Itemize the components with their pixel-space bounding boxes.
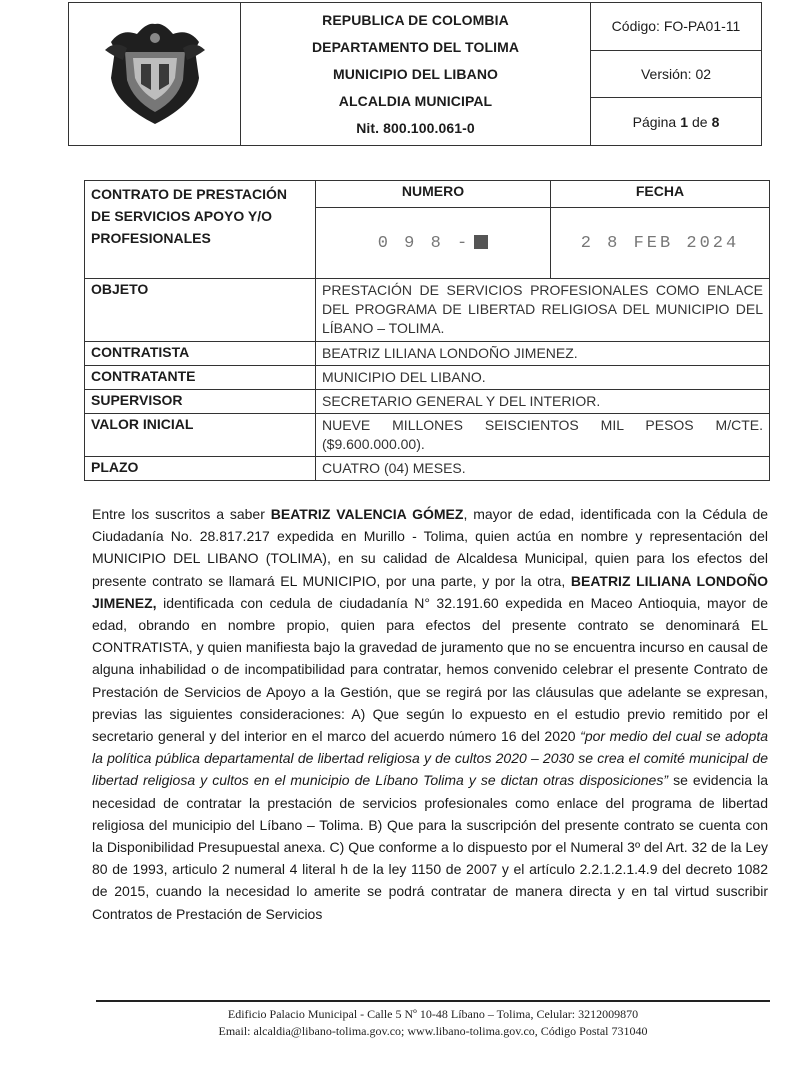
header-line-municipality: MUNICIPIO DEL LIBANO bbox=[332, 65, 499, 82]
fecha-label: FECHA bbox=[551, 181, 770, 208]
fecha-value: 2 8 FEB 2024 bbox=[551, 208, 770, 279]
header-line-office: ALCALDIA MUNICIPAL bbox=[338, 92, 493, 109]
contract-body-text bbox=[92, 503, 768, 925]
contract-summary-table bbox=[84, 180, 770, 481]
contract-title: CONTRATO DE PRESTACIÓN DE SERVICIOS APOYO Y/O PROFESIONALES bbox=[85, 181, 316, 279]
page-mid: de bbox=[692, 113, 708, 130]
valor-inicial-value: NUEVE MILLONES SEISCIENTOS MIL PESOS M/CTE. ($9.600.000.00). bbox=[316, 414, 770, 457]
header-line-nit: Nit. 800.100.061-0 bbox=[356, 119, 475, 136]
body-intro: Entre los suscritos a saber bbox=[92, 506, 265, 522]
numero-label: NUMERO bbox=[316, 181, 551, 208]
contractor-name: BEATRIZ LILIANA LONDOÑO JIMENEZ, bbox=[92, 572, 769, 611]
mayor-name: BEATRIZ VALENCIA GÓMEZ bbox=[270, 506, 464, 522]
coat-of-arms-icon bbox=[103, 20, 207, 128]
contratante-label: CONTRATANTE bbox=[85, 366, 316, 390]
plazo-value: CUATRO (04) MESES. bbox=[316, 457, 770, 481]
document-footer bbox=[96, 1006, 770, 1040]
objeto-label: OBJETO bbox=[85, 279, 316, 342]
numero-value-cell bbox=[316, 208, 551, 279]
body-contractor-details: identificada con cedula de ciudadanía N° 32.191.60 expedida en Maceo Antioquia, mayor de edad, obrando en nombre propio, quien para efectos del presente contrato se denominará EL CONTRATISTA, y quien manifiesta bajo la gravedad de juramento que no se encuentra incurso en causal de alguna inhabilidad o de incompatibilidad para contratar, hemos convenido celebrar el presente Contrato de Prestación de Servicios de Apoyo a la Gestión, que se regirá por las cláusulas que adelante se expresan, previas las siguientes consideraciones: A) Que según lo expuesto en el estudio previo remitido por el secretario general y del interior en el marco del acuerdo número 16 del 2020 bbox=[92, 594, 769, 745]
header-title-block bbox=[241, 3, 591, 145]
supervisor-label: SUPERVISOR bbox=[85, 390, 316, 414]
contratista-value: BEATRIZ LILIANA LONDOÑO JIMENEZ. bbox=[316, 342, 770, 366]
body-considerations: se evidencia la necesidad de contratar la prestación de servicios profesionales como enlace del programa de libertad religiosa del municipio del Líbano – Tolima. B) Que para la suscripción del presente contrato se cuenta con la Disponibilidad Presupuestal anexa. C) Que conforme a lo dispuesto por el Numeral 3º del Art. 32 de la Ley 80 de 1993, articulo 2 numeral 4 literal h de la ley 1150 de 2007 y el artículo 2.2.1.2.1.4.9 del decreto 1082 de 2015, cuando la necesidad lo amerite se podrá contratar de manera directa y en tal virtud suscribir Contratos de Prestación de Servicios bbox=[92, 772, 769, 922]
contratista-label: CONTRATISTA bbox=[85, 342, 316, 366]
header-meta bbox=[591, 3, 761, 145]
document-version: Versión: 02 bbox=[591, 51, 761, 99]
document-code: Código: FO-PA01-11 bbox=[591, 3, 761, 51]
page-number: 1 bbox=[680, 113, 688, 130]
supervisor-value: SECRETARIO GENERAL Y DEL INTERIOR. bbox=[316, 390, 770, 414]
footer-divider bbox=[96, 1000, 770, 1002]
footer-contact: Email: alcaldia@libano-tolima.gov.co; www.libano-tolima.gov.co, Código Postal 731040 bbox=[218, 1024, 648, 1038]
page-prefix: Página bbox=[632, 113, 677, 130]
plazo-label: PLAZO bbox=[85, 457, 316, 481]
document-header bbox=[68, 2, 762, 146]
contratante-value: MUNICIPIO DEL LIBANO. bbox=[316, 366, 770, 390]
objeto-value: PRESTACIÓN DE SERVICIOS PROFESIONALES COMO ENLACE DEL PROGRAMA DE LIBERTAD RELIGIOSA DEL MUNICIPIO DEL LÍBANO – TOLIMA. bbox=[316, 279, 770, 342]
agreement-quote: “por medio del cual se adopta la política pública departamental de libertad religiosa y de cultos 2020 – 2030 se crea el comité municipal de libertad religiosa y cultos en el municipio de Líbano Tolima y se dictan otras disposiciones” bbox=[92, 728, 769, 789]
header-line-department: DEPARTAMENTO DEL TOLIMA bbox=[311, 38, 520, 55]
footer-address: Edificio Palacio Municipal - Calle 5 Nº 10-48 Líbano – Tolima, Celular: 3212009870 bbox=[227, 1007, 639, 1021]
page-indicator bbox=[591, 98, 761, 145]
header-line-country: REPUBLICA DE COLOMBIA bbox=[322, 11, 509, 28]
numero-value: 0 9 8 - bbox=[377, 233, 471, 253]
body-mayor-details: , mayor de edad, identificada con la Cédula de Ciudadanía No. 28.817.217 expedida en Murillo - Tolima, quien actúa en nombre y representación del MUNICIPIO DEL LIBANO (TOLIMA), en su calidad de Alcaldesa Municipal, quien para los efectos del presente contrato se llamará EL MUNICIPIO, por una parte, y por la otra, bbox=[92, 506, 769, 589]
valor-inicial-label: VALOR INICIAL bbox=[85, 414, 316, 457]
ink-mark bbox=[474, 235, 488, 249]
logo-cell bbox=[69, 3, 241, 145]
page-total: 8 bbox=[711, 113, 720, 130]
